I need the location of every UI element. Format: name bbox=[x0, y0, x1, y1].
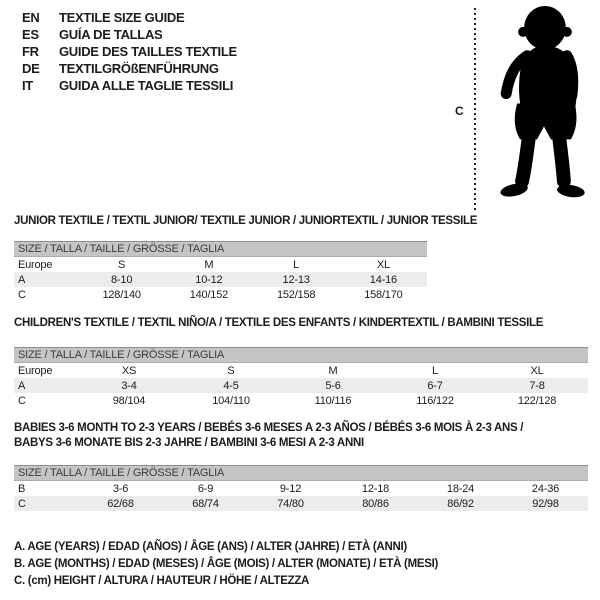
row-label: B bbox=[18, 482, 26, 495]
babies-section-title-line2: BABYS 3-6 MONATE BIS 2-3 JAHRE / BAMBINI 3-6 MESI A 2-3 ANNI bbox=[14, 437, 364, 449]
age-cell: 8-10 bbox=[111, 273, 133, 286]
age-cell: 5-6 bbox=[325, 379, 341, 392]
lang-title: GUIDA ALLE TAGLIE TESSILI bbox=[59, 78, 234, 93]
legend-height-cm: C. (cm) HEIGHT / ALTURA / HAUTEUR / HÖHE / ALTEZZA bbox=[14, 575, 310, 587]
table-row-height bbox=[14, 287, 427, 302]
row-label: Europe bbox=[18, 364, 53, 377]
lang-title: TEXTILE SIZE GUIDE bbox=[59, 10, 185, 25]
size-cell: S bbox=[227, 364, 235, 377]
size-cell: L bbox=[432, 364, 438, 377]
lang-row-es bbox=[22, 26, 237, 43]
age-cell: 7-8 bbox=[529, 379, 545, 392]
age-cell: 12-13 bbox=[282, 273, 310, 286]
measurement-legend bbox=[14, 539, 438, 590]
height-cell: 92/98 bbox=[532, 497, 559, 510]
size-header-band: SIZE / TALLA / TAILLE / GRÖSSE / TAGLIA bbox=[14, 465, 588, 481]
lang-code: FR bbox=[22, 44, 39, 59]
height-cell: 128/140 bbox=[102, 288, 141, 301]
babies-section-title-line1: BABIES 3-6 MONTH TO 2-3 YEARS / BEBÉS 3-6 MESES A 2-3 AÑOS / BÉBÉS 3-6 MOIS À 2-3 ANS / bbox=[14, 422, 524, 434]
height-measure-dotted-line bbox=[474, 8, 476, 210]
height-cell: 116/122 bbox=[416, 394, 454, 407]
lang-code: EN bbox=[22, 10, 40, 25]
age-cell: 24-36 bbox=[531, 482, 560, 495]
language-title-block bbox=[22, 9, 237, 94]
height-cell: 62/68 bbox=[107, 497, 134, 510]
size-cell: S bbox=[118, 258, 126, 271]
age-cell: 18-24 bbox=[446, 482, 475, 495]
legend-age-years: A. AGE (YEARS) / EDAD (AÑOS) / ÂGE (ANS) / ALTER (JAHRE) / ETÀ (ANNI) bbox=[14, 541, 407, 553]
size-cell: M bbox=[328, 364, 338, 377]
children-section-title: CHILDREN'S TEXTILE / TEXTIL NIÑO/A / TEXTILE DES ENFANTS / KINDERTEXTIL / BAMBINI TESSILE bbox=[14, 317, 544, 329]
table-row-europe bbox=[14, 257, 427, 272]
legend-age-months: B. AGE (MONTHS) / EDAD (MESES) / ÂGE (MOIS) / ALTER (MONATE) / ETÀ (MESI) bbox=[14, 558, 439, 570]
age-cell: 6-7 bbox=[427, 379, 443, 392]
size-cell: M bbox=[204, 258, 214, 271]
height-cell: 74/80 bbox=[277, 497, 304, 510]
row-label: A bbox=[18, 379, 26, 392]
row-label: C bbox=[18, 394, 26, 407]
children-size-table bbox=[14, 347, 588, 408]
height-cell: 98/104 bbox=[112, 394, 146, 407]
table-row-height bbox=[14, 496, 588, 511]
size-header-band: SIZE / TALLA / TAILLE / GRÖSSE / TAGLIA bbox=[14, 347, 588, 363]
row-label: A bbox=[18, 273, 26, 286]
age-cell: 10-12 bbox=[195, 273, 223, 286]
size-cell: XL bbox=[530, 364, 544, 377]
lang-title: GUÍA DE TALLAS bbox=[59, 27, 163, 42]
junior-size-table bbox=[14, 241, 427, 302]
lang-title: TEXTILGRÖßENFÜHRUNG bbox=[59, 61, 219, 76]
baby-silhouette-icon bbox=[486, 4, 598, 208]
table-row-age bbox=[14, 378, 588, 393]
row-label: C bbox=[18, 288, 26, 301]
age-cell: 6-9 bbox=[197, 482, 214, 495]
lang-row-fr bbox=[22, 43, 237, 60]
size-cell: L bbox=[293, 258, 300, 271]
height-cell: 140/152 bbox=[189, 288, 229, 301]
height-cell: 158/170 bbox=[364, 288, 403, 301]
age-cell: 3-4 bbox=[121, 379, 137, 392]
lang-code: IT bbox=[22, 78, 33, 93]
age-cell: 3-6 bbox=[112, 482, 129, 495]
junior-section-title: JUNIOR TEXTILE / TEXTIL JUNIOR/ TEXTILE JUNIOR / JUNIORTEXTIL / JUNIOR TESSILE bbox=[14, 215, 478, 227]
table-row-age-months bbox=[14, 481, 588, 496]
age-cell: 4-5 bbox=[223, 379, 239, 392]
row-label: Europe bbox=[18, 258, 53, 271]
size-cell: XL bbox=[376, 258, 390, 271]
height-measure-label: C bbox=[455, 104, 464, 118]
size-cell: XS bbox=[121, 364, 137, 377]
lang-code: DE bbox=[22, 61, 40, 76]
row-label: C bbox=[18, 497, 26, 510]
lang-code: ES bbox=[22, 27, 39, 42]
height-cell: 104/110 bbox=[212, 394, 250, 407]
lang-row-en bbox=[22, 9, 237, 26]
age-cell: 14-16 bbox=[369, 273, 397, 286]
height-cell: 152/158 bbox=[276, 288, 316, 301]
lang-row-de bbox=[22, 60, 237, 77]
table-row-height bbox=[14, 393, 588, 408]
age-cell: 12-18 bbox=[361, 482, 390, 495]
table-row-europe bbox=[14, 363, 588, 378]
age-cell: 9-12 bbox=[279, 482, 302, 495]
lang-title: GUIDE DES TAILLES TEXTILE bbox=[59, 44, 237, 59]
table-row-age bbox=[14, 272, 427, 287]
size-header-band: SIZE / TALLA / TAILLE / GRÖSSE / TAGLIA bbox=[14, 241, 427, 257]
height-cell: 110/116 bbox=[314, 394, 352, 407]
height-cell: 122/128 bbox=[517, 394, 557, 407]
babies-size-table bbox=[14, 465, 588, 511]
height-cell: 68/74 bbox=[192, 497, 219, 510]
height-cell: 80/86 bbox=[362, 497, 389, 510]
lang-row-it bbox=[22, 77, 237, 94]
height-cell: 86/92 bbox=[447, 497, 474, 510]
